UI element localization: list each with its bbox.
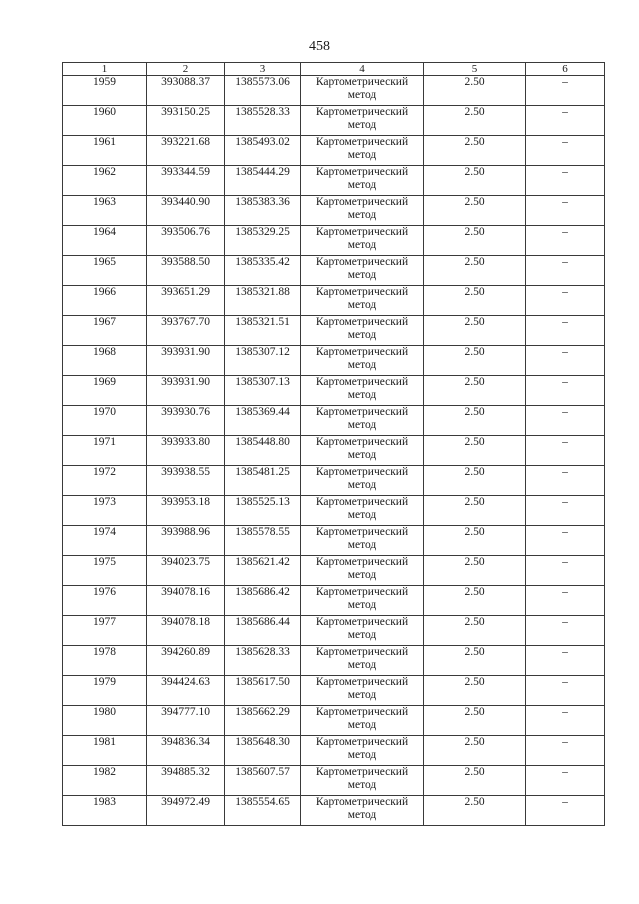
method-cell [301,676,424,706]
method-cell [301,556,424,586]
note-cell: – [526,466,605,496]
method-line-2: метод [347,179,377,191]
table-row [63,106,605,136]
table-row [63,76,605,106]
table-row [63,796,605,826]
method-line-2: метод [347,599,377,611]
method-cell [301,496,424,526]
x-coordinate-cell: 394836.34 [147,736,225,766]
table-row [63,226,605,256]
y-coordinate-cell: 1385573.06 [225,76,301,106]
method-cell [301,256,424,286]
method-cell [301,526,424,556]
accuracy-cell: 2.50 [424,706,526,736]
point-number-cell: 1978 [63,646,147,676]
x-coordinate-cell: 393506.76 [147,226,225,256]
method-line-2: метод [347,779,377,791]
x-coordinate-cell: 394078.16 [147,586,225,616]
page-number: 458 [309,39,330,54]
y-coordinate-cell: 1385554.65 [225,796,301,826]
method-cell [301,166,424,196]
method-line-1: Картометрический [315,796,409,808]
y-coordinate-cell: 1385481.25 [225,466,301,496]
y-coordinate-cell: 1385621.42 [225,556,301,586]
table-row [63,556,605,586]
y-coordinate-cell: 1385335.42 [225,256,301,286]
method-line-2: метод [347,719,377,731]
point-number-cell: 1980 [63,706,147,736]
accuracy-cell: 2.50 [424,586,526,616]
table-row [63,616,605,646]
column-header-5: 5 [424,63,526,76]
y-coordinate-cell: 1385321.88 [225,286,301,316]
accuracy-cell: 2.50 [424,496,526,526]
method-line-1: Картометрический [315,526,409,538]
method-line-2: метод [347,269,377,281]
table-row [63,496,605,526]
table-row [63,586,605,616]
point-number-cell: 1965 [63,256,147,286]
x-coordinate-cell: 394972.49 [147,796,225,826]
table-body [63,76,605,826]
method-line-1: Картометрический [315,76,409,88]
table-row [63,526,605,556]
method-line-2: метод [347,509,377,521]
y-coordinate-cell: 1385369.44 [225,406,301,436]
note-cell: – [526,76,605,106]
table-row [63,256,605,286]
method-line-1: Картометрический [315,496,409,508]
method-line-2: метод [347,89,377,101]
accuracy-cell: 2.50 [424,556,526,586]
method-line-2: метод [347,449,377,461]
point-number-cell: 1982 [63,766,147,796]
method-cell [301,196,424,226]
y-coordinate-cell: 1385528.33 [225,106,301,136]
method-line-2: метод [347,479,377,491]
accuracy-cell: 2.50 [424,286,526,316]
accuracy-cell: 2.50 [424,76,526,106]
method-cell [301,136,424,166]
y-coordinate-cell: 1385493.02 [225,136,301,166]
method-cell [301,736,424,766]
accuracy-cell: 2.50 [424,616,526,646]
accuracy-cell: 2.50 [424,346,526,376]
accuracy-cell: 2.50 [424,676,526,706]
note-cell: – [526,166,605,196]
table-row [63,376,605,406]
accuracy-cell: 2.50 [424,376,526,406]
x-coordinate-cell: 393344.59 [147,166,225,196]
point-number-cell: 1961 [63,136,147,166]
x-coordinate-cell: 394260.89 [147,646,225,676]
method-line-2: метод [347,689,377,701]
x-coordinate-cell: 393933.80 [147,436,225,466]
method-line-1: Картометрический [315,586,409,598]
method-line-2: метод [347,209,377,221]
accuracy-cell: 2.50 [424,316,526,346]
point-number-cell: 1969 [63,376,147,406]
method-line-1: Картометрический [315,736,409,748]
table-row [63,466,605,496]
method-line-1: Картометрический [315,556,409,568]
point-number-cell: 1981 [63,736,147,766]
method-line-2: метод [347,119,377,131]
method-line-1: Картометрический [315,226,409,238]
column-header-2: 2 [147,63,225,76]
x-coordinate-cell: 393150.25 [147,106,225,136]
note-cell: – [526,106,605,136]
note-cell: – [526,436,605,466]
note-cell: – [526,346,605,376]
method-cell [301,76,424,106]
y-coordinate-cell: 1385648.30 [225,736,301,766]
x-coordinate-cell: 393588.50 [147,256,225,286]
method-cell [301,706,424,736]
table-header [63,63,605,76]
note-cell: – [526,316,605,346]
y-coordinate-cell: 1385383.36 [225,196,301,226]
point-number-cell: 1971 [63,436,147,466]
column-header-6: 6 [526,63,605,76]
method-cell [301,106,424,136]
note-cell: – [526,736,605,766]
method-line-2: метод [347,299,377,311]
method-line-2: метод [347,389,377,401]
accuracy-cell: 2.50 [424,796,526,826]
x-coordinate-cell: 393088.37 [147,76,225,106]
note-cell: – [526,766,605,796]
method-line-1: Картометрический [315,316,409,328]
x-coordinate-cell: 393221.68 [147,136,225,166]
y-coordinate-cell: 1385329.25 [225,226,301,256]
point-number-cell: 1966 [63,286,147,316]
method-line-1: Картометрический [315,196,409,208]
method-line-1: Картометрический [315,106,409,118]
point-number-cell: 1979 [63,676,147,706]
method-line-2: метод [347,329,377,341]
column-header-3: 3 [225,63,301,76]
y-coordinate-cell: 1385307.12 [225,346,301,376]
note-cell: – [526,196,605,226]
point-number-cell: 1967 [63,316,147,346]
point-number-cell: 1968 [63,346,147,376]
table-row [63,196,605,226]
y-coordinate-cell: 1385607.57 [225,766,301,796]
method-line-1: Картометрический [315,676,409,688]
x-coordinate-cell: 393931.90 [147,346,225,376]
y-coordinate-cell: 1385662.29 [225,706,301,736]
method-line-1: Картометрический [315,136,409,148]
point-number-cell: 1964 [63,226,147,256]
accuracy-cell: 2.50 [424,526,526,556]
column-header-4: 4 [301,63,424,76]
note-cell: – [526,256,605,286]
method-cell [301,316,424,346]
method-cell [301,226,424,256]
x-coordinate-cell: 394023.75 [147,556,225,586]
method-cell [301,286,424,316]
method-line-2: метод [347,149,377,161]
accuracy-cell: 2.50 [424,226,526,256]
table-row [63,646,605,676]
method-cell [301,376,424,406]
note-cell: – [526,616,605,646]
accuracy-cell: 2.50 [424,646,526,676]
point-number-cell: 1973 [63,496,147,526]
method-line-1: Картометрический [315,166,409,178]
method-cell [301,766,424,796]
x-coordinate-cell: 393931.90 [147,376,225,406]
accuracy-cell: 2.50 [424,736,526,766]
accuracy-cell: 2.50 [424,166,526,196]
table-row [63,166,605,196]
accuracy-cell: 2.50 [424,766,526,796]
point-number-cell: 1975 [63,556,147,586]
x-coordinate-cell: 394777.10 [147,706,225,736]
table-row [63,736,605,766]
method-line-1: Картометрический [315,376,409,388]
note-cell: – [526,796,605,826]
accuracy-cell: 2.50 [424,106,526,136]
method-line-2: метод [347,749,377,761]
method-line-1: Картометрический [315,706,409,718]
table-row [63,136,605,166]
x-coordinate-cell: 393767.70 [147,316,225,346]
point-number-cell: 1960 [63,106,147,136]
note-cell: – [526,586,605,616]
y-coordinate-cell: 1385525.13 [225,496,301,526]
method-line-2: метод [347,659,377,671]
accuracy-cell: 2.50 [424,436,526,466]
coordinates-table [62,62,605,826]
table-row [63,676,605,706]
method-line-2: метод [347,239,377,251]
y-coordinate-cell: 1385686.42 [225,586,301,616]
method-line-1: Картометрический [315,346,409,358]
point-number-cell: 1970 [63,406,147,436]
method-cell [301,346,424,376]
note-cell: – [526,286,605,316]
accuracy-cell: 2.50 [424,196,526,226]
method-cell [301,616,424,646]
point-number-cell: 1962 [63,166,147,196]
accuracy-cell: 2.50 [424,136,526,166]
point-number-cell: 1959 [63,76,147,106]
x-coordinate-cell: 394885.32 [147,766,225,796]
x-coordinate-cell: 393953.18 [147,496,225,526]
note-cell: – [526,676,605,706]
accuracy-cell: 2.50 [424,466,526,496]
y-coordinate-cell: 1385448.80 [225,436,301,466]
method-line-1: Картометрический [315,436,409,448]
method-line-1: Картометрический [315,646,409,658]
y-coordinate-cell: 1385321.51 [225,316,301,346]
table-row [63,346,605,376]
note-cell: – [526,706,605,736]
method-line-2: метод [347,629,377,641]
table-row [63,406,605,436]
table-row [63,286,605,316]
x-coordinate-cell: 394424.63 [147,676,225,706]
method-line-1: Картометрический [315,406,409,418]
note-cell: – [526,376,605,406]
x-coordinate-cell: 394078.18 [147,616,225,646]
point-number-cell: 1983 [63,796,147,826]
note-cell: – [526,526,605,556]
table-row [63,316,605,346]
point-number-cell: 1972 [63,466,147,496]
x-coordinate-cell: 393938.55 [147,466,225,496]
method-line-2: метод [347,809,377,821]
method-line-1: Картометрический [315,286,409,298]
method-cell [301,796,424,826]
method-line-1: Картометрический [315,766,409,778]
y-coordinate-cell: 1385307.13 [225,376,301,406]
method-line-2: метод [347,539,377,551]
x-coordinate-cell: 393988.96 [147,526,225,556]
method-line-1: Картометрический [315,466,409,478]
table-row [63,436,605,466]
note-cell: – [526,556,605,586]
note-cell: – [526,136,605,166]
method-cell [301,586,424,616]
method-line-2: метод [347,569,377,581]
y-coordinate-cell: 1385686.44 [225,616,301,646]
note-cell: – [526,406,605,436]
table-row [63,766,605,796]
method-line-2: метод [347,419,377,431]
note-cell: – [526,226,605,256]
method-cell [301,466,424,496]
method-cell [301,406,424,436]
column-header-1: 1 [63,63,147,76]
method-line-2: метод [347,359,377,371]
y-coordinate-cell: 1385617.50 [225,676,301,706]
note-cell: – [526,646,605,676]
point-number-cell: 1976 [63,586,147,616]
method-cell [301,436,424,466]
y-coordinate-cell: 1385444.29 [225,166,301,196]
table-row [63,706,605,736]
method-line-1: Картометрический [315,256,409,268]
y-coordinate-cell: 1385628.33 [225,646,301,676]
accuracy-cell: 2.50 [424,406,526,436]
x-coordinate-cell: 393930.76 [147,406,225,436]
x-coordinate-cell: 393440.90 [147,196,225,226]
method-cell [301,646,424,676]
point-number-cell: 1977 [63,616,147,646]
x-coordinate-cell: 393651.29 [147,286,225,316]
point-number-cell: 1963 [63,196,147,226]
method-line-1: Картометрический [315,616,409,628]
header-row [63,63,605,76]
note-cell: – [526,496,605,526]
y-coordinate-cell: 1385578.55 [225,526,301,556]
point-number-cell: 1974 [63,526,147,556]
accuracy-cell: 2.50 [424,256,526,286]
